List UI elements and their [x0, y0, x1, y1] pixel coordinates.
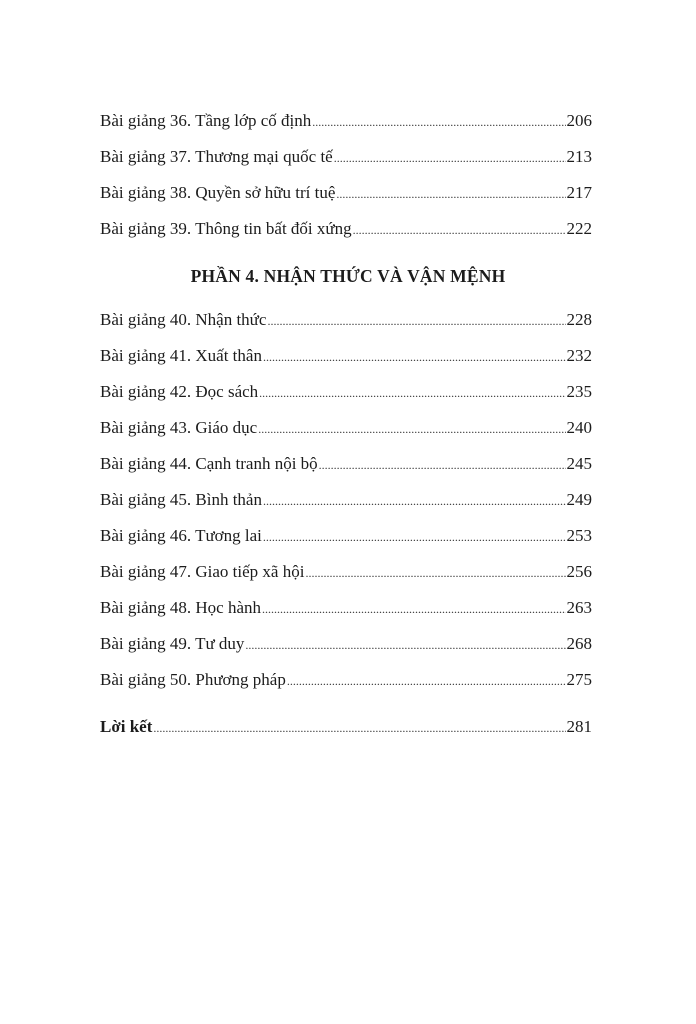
- toc-entry-page: 253: [566, 526, 592, 545]
- toc-entry-page: 268: [566, 634, 592, 653]
- toc-entry: [100, 103, 592, 139]
- toc-entry-title: Lời kết: [100, 717, 153, 736]
- dot-leader: [334, 140, 566, 176]
- toc-entry: [100, 410, 592, 446]
- toc-entry-page: 249: [566, 490, 592, 509]
- toc-entry-page: 281: [566, 717, 592, 736]
- dot-leader: [319, 447, 566, 483]
- dot-leader: [312, 104, 565, 140]
- toc-entry: [100, 139, 592, 175]
- toc-entry-page: 235: [566, 382, 592, 401]
- dot-leader: [263, 483, 566, 519]
- toc-entry-title: Bài giảng 44. Cạnh tranh nội bộ: [100, 454, 318, 473]
- toc-entry-title: Bài giảng 49. Tư duy: [100, 634, 245, 653]
- toc-entry-page: 228: [566, 310, 592, 329]
- toc-entry-title: Bài giảng 38. Quyền sở hữu trí tuệ: [100, 183, 336, 202]
- toc-entry: [100, 302, 592, 338]
- toc-entry-page: 256: [566, 562, 592, 581]
- toc-entry: [100, 662, 592, 698]
- toc-section-lectures-40-50: [100, 302, 592, 698]
- toc-entry-page: 222: [566, 219, 592, 238]
- dot-leader: [258, 411, 565, 447]
- toc-entry: [100, 338, 592, 374]
- toc-entry: [100, 626, 592, 662]
- toc-entry-title: Bài giảng 48. Học hành: [100, 598, 261, 617]
- toc-entry-page: 263: [566, 598, 592, 617]
- part-heading: PHẦN 4. NHẬN THỨC VÀ VẬN MỆNH: [190, 266, 506, 286]
- dot-leader: [263, 339, 566, 375]
- toc-entry: [100, 211, 592, 247]
- dot-leader: [267, 303, 565, 339]
- toc-entry-title: Bài giảng 50. Phương pháp: [100, 670, 286, 689]
- toc-section-lectures-36-39: [100, 103, 592, 247]
- toc-entry-title: Bài giảng 45. Bình thản: [100, 490, 262, 509]
- toc-entry-title: Bài giảng 41. Xuất thân: [100, 346, 262, 365]
- dot-leader: [287, 663, 566, 699]
- toc-entry-title: Bài giảng 36. Tầng lớp cố định: [100, 111, 312, 130]
- dot-leader: [305, 555, 565, 591]
- toc-section-closing: [100, 709, 592, 745]
- toc-entry: [100, 590, 592, 626]
- toc-entry-title: Bài giảng 39. Thông tin bất đối xứng: [100, 219, 352, 238]
- toc-entry-title: Bài giảng 37. Thương mại quốc tế: [100, 147, 333, 166]
- toc-entry: [100, 482, 592, 518]
- dot-leader: [153, 710, 565, 746]
- toc-entry-page: 240: [566, 418, 592, 437]
- toc-entry-page: 232: [566, 346, 592, 365]
- toc-entry-page: 245: [566, 454, 592, 473]
- toc-entry-title: Bài giảng 47. Giao tiếp xã hội: [100, 562, 305, 581]
- dot-leader: [259, 375, 565, 411]
- dot-leader: [353, 212, 566, 248]
- toc-entry-page: 213: [566, 147, 592, 166]
- toc-entry: [100, 175, 592, 211]
- dot-leader: [336, 176, 565, 212]
- toc-entry-page: 217: [566, 183, 592, 202]
- toc-entry-page: 206: [566, 111, 592, 130]
- toc-entry-closing: [100, 709, 592, 745]
- toc-entry: [100, 374, 592, 410]
- toc-entry-title: Bài giảng 43. Giáo dục: [100, 418, 258, 437]
- toc-entry-title: Bài giảng 40. Nhận thức: [100, 310, 267, 329]
- dot-leader: [262, 591, 566, 627]
- toc-entry: [100, 446, 592, 482]
- dot-leader: [245, 627, 565, 663]
- toc-entry: [100, 554, 592, 590]
- toc-entry-title: Bài giảng 46. Tương lai: [100, 526, 262, 545]
- toc-entry-title: Bài giảng 42. Đọc sách: [100, 382, 259, 401]
- toc-entry-page: 275: [566, 670, 592, 689]
- dot-leader: [263, 519, 566, 555]
- toc-entry: [100, 518, 592, 554]
